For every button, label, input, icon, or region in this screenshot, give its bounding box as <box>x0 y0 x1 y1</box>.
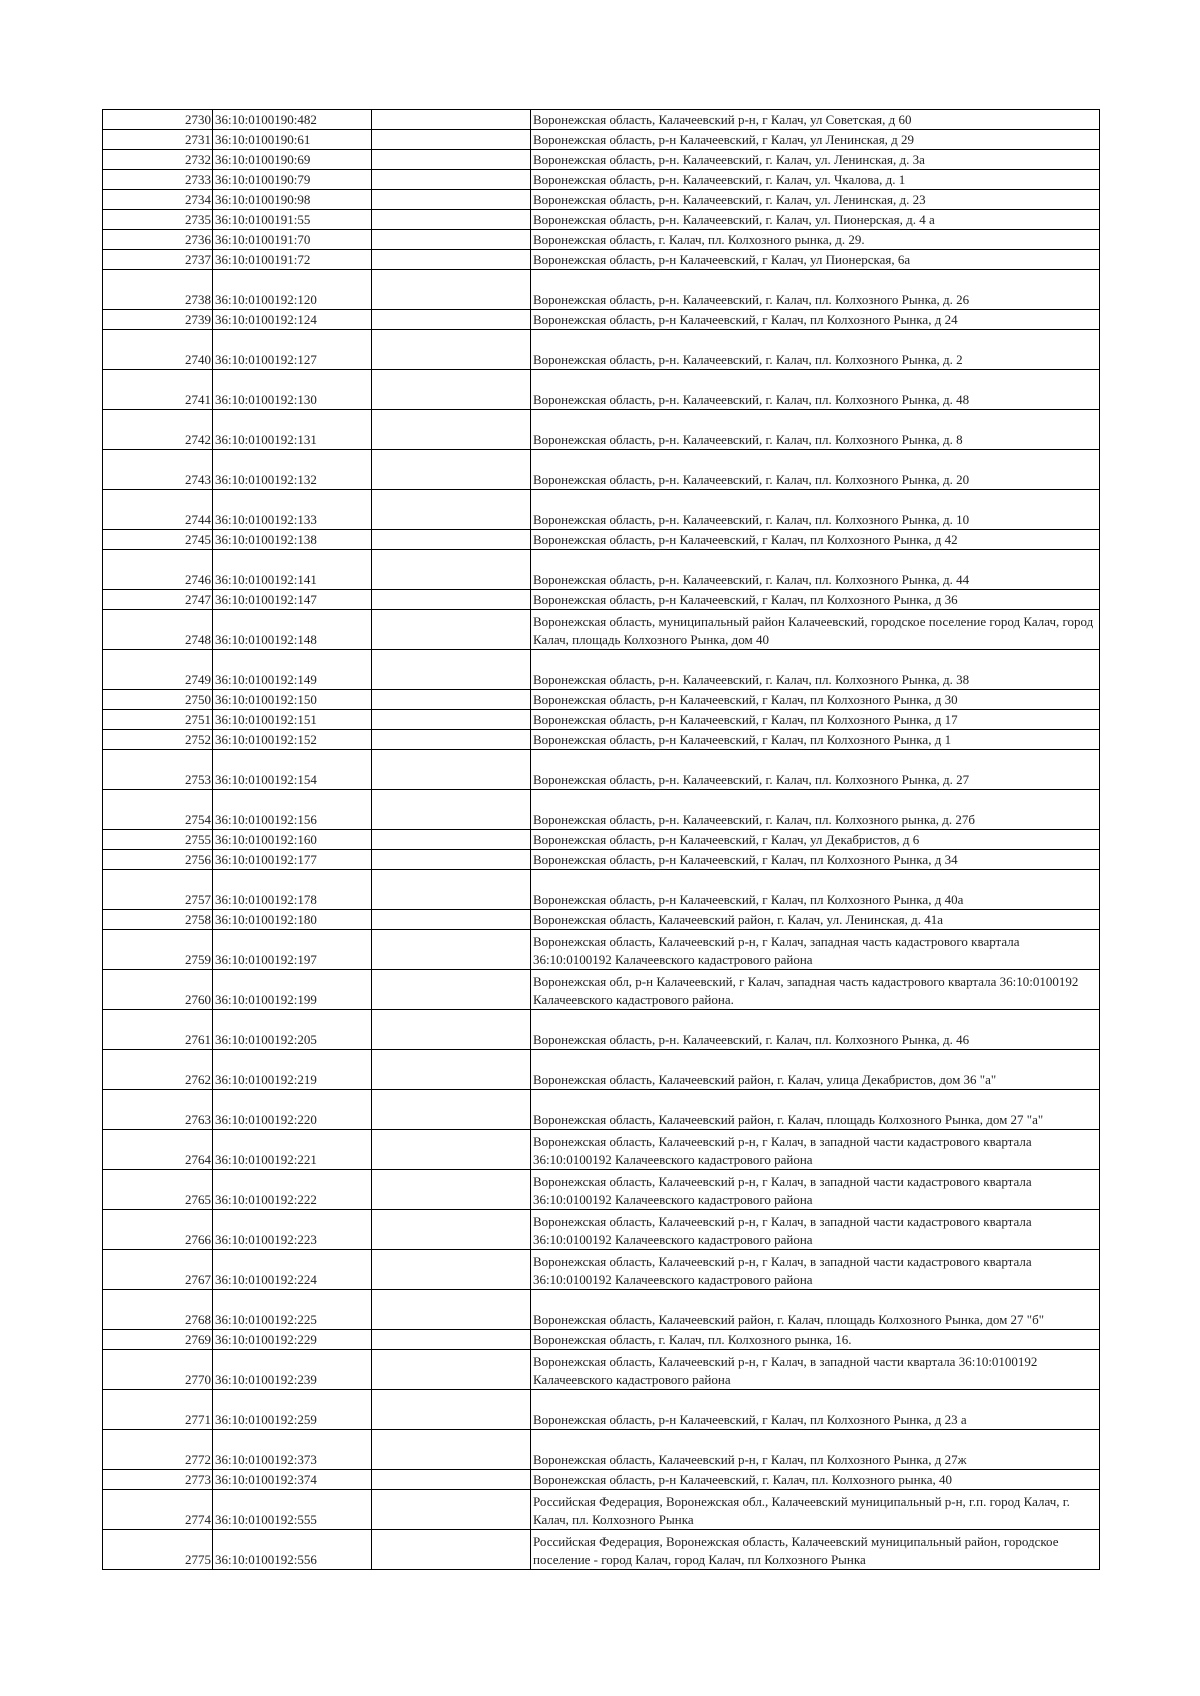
cadastral-number: 36:10:0100192:156 <box>213 790 372 830</box>
cadastral-number: 36:10:0100190:69 <box>213 150 372 170</box>
cadastral-number: 36:10:0100190:482 <box>213 110 372 130</box>
address: Воронежская область, р-н Калачеевский, г Калач, пл Колхозного Рынка, д 17 <box>531 710 1100 730</box>
table-row <box>103 1390 1100 1430</box>
empty-cell <box>372 1130 531 1170</box>
row-number: 2769 <box>103 1330 213 1350</box>
row-number: 2764 <box>103 1130 213 1170</box>
cadastral-number: 36:10:0100192:133 <box>213 490 372 530</box>
empty-cell <box>372 210 531 230</box>
row-number: 2739 <box>103 310 213 330</box>
address: Воронежская обл, р-н Калачеевский, г Калач, западная часть кадастрового квартала 36:10:0100192 Калачеевского кадастрового района. <box>531 970 1100 1010</box>
table-row <box>103 830 1100 850</box>
address: Воронежская область, р-н. Калачеевский, г. Калач, ул. Чкалова, д. 1 <box>531 170 1100 190</box>
empty-cell <box>372 370 531 410</box>
address: Воронежская область, р-н Калачеевский, г Калач, пл Колхозного Рынка, д 36 <box>531 590 1100 610</box>
empty-cell <box>372 190 531 210</box>
table-row <box>103 1530 1100 1570</box>
row-number: 2755 <box>103 830 213 850</box>
cadastral-number: 36:10:0100192:147 <box>213 590 372 610</box>
address: Воронежская область, р-н. Калачеевский, г. Калач, пл. Колхозного рынка, д. 27б <box>531 790 1100 830</box>
row-number: 2774 <box>103 1490 213 1530</box>
table-row <box>103 690 1100 710</box>
table-row <box>103 1210 1100 1250</box>
table-row <box>103 730 1100 750</box>
empty-cell <box>372 170 531 190</box>
address: Воронежская область, Калачеевский р-н, г Калач, в западной части квартала 36:10:0100192 Калачеевского кадастрового района <box>531 1350 1100 1390</box>
table-row <box>103 190 1100 210</box>
row-number: 2762 <box>103 1050 213 1090</box>
address: Воронежская область, р-н. Калачеевский, г. Калач, пл. Колхозного Рынка, д. 46 <box>531 1010 1100 1050</box>
row-number: 2742 <box>103 410 213 450</box>
address: Воронежская область, Калачеевский р-н, г Калач, ул Советская, д 60 <box>531 110 1100 130</box>
address: Воронежская область, Калачеевский р-н, г Калач, пл Колхозного Рынка, д 27ж <box>531 1430 1100 1470</box>
empty-cell <box>372 710 531 730</box>
row-number: 2748 <box>103 610 213 650</box>
empty-cell <box>372 490 531 530</box>
address: Воронежская область, Калачеевский р-н, г Калач, в западной части кадастрового квартала 36:10:0100192 Калачеевского кадастрового района <box>531 1250 1100 1290</box>
empty-cell <box>372 1050 531 1090</box>
row-number: 2750 <box>103 690 213 710</box>
row-number: 2746 <box>103 550 213 590</box>
address: Воронежская область, р-н Калачеевский, г Калач, пл Колхозного Рынка, д 1 <box>531 730 1100 750</box>
row-number: 2744 <box>103 490 213 530</box>
empty-cell <box>372 550 531 590</box>
table-row <box>103 410 1100 450</box>
cadastral-number: 36:10:0100192:373 <box>213 1430 372 1470</box>
empty-cell <box>372 690 531 710</box>
table-row <box>103 530 1100 550</box>
table-row <box>103 1010 1100 1050</box>
address: Воронежская область, р-н. Калачеевский, г. Калач, пл. Колхозного Рынка, д. 27 <box>531 750 1100 790</box>
row-number: 2754 <box>103 790 213 830</box>
row-number: 2775 <box>103 1530 213 1570</box>
empty-cell <box>372 790 531 830</box>
row-number: 2747 <box>103 590 213 610</box>
cadastral-number: 36:10:0100192:225 <box>213 1290 372 1330</box>
address: Воронежская область, р-н. Калачеевский, г. Калач, пл. Колхозного Рынка, д. 8 <box>531 410 1100 450</box>
cadastral-number: 36:10:0100192:177 <box>213 850 372 870</box>
cadastral-number: 36:10:0100192:259 <box>213 1390 372 1430</box>
empty-cell <box>372 1470 531 1490</box>
address: Воронежская область, р-н Калачеевский, г Калач, пл Колхозного Рынка, д 24 <box>531 310 1100 330</box>
empty-cell <box>372 1290 531 1330</box>
address: Воронежская область, р-н Калачеевский, г Калач, пл Колхозного Рынка, д 42 <box>531 530 1100 550</box>
cadastral-number: 36:10:0100192:132 <box>213 450 372 490</box>
table-row <box>103 790 1100 830</box>
cadastral-number: 36:10:0100190:98 <box>213 190 372 210</box>
cadastral-number: 36:10:0100192:127 <box>213 330 372 370</box>
address: Воронежская область, р-н Калачеевский, г Калач, пл Колхозного Рынка, д 34 <box>531 850 1100 870</box>
address: Воронежская область, Калачеевский район, г. Калач, площадь Колхозного Рынка, дом 27 "б" <box>531 1290 1100 1330</box>
row-number: 2738 <box>103 270 213 310</box>
address: Воронежская область, р-н Калачеевский, г Калач, пл Колхозного Рынка, д 30 <box>531 690 1100 710</box>
row-number: 2759 <box>103 930 213 970</box>
table-row <box>103 230 1100 250</box>
empty-cell <box>372 1170 531 1210</box>
address: Воронежская область, р-н. Калачеевский, г. Калач, пл. Колхозного Рынка, д. 48 <box>531 370 1100 410</box>
row-number: 2736 <box>103 230 213 250</box>
empty-cell <box>372 130 531 150</box>
address: Воронежская область, р-н. Калачеевский, г. Калач, пл. Колхозного Рынка, д. 44 <box>531 550 1100 590</box>
cadastral-number: 36:10:0100192:124 <box>213 310 372 330</box>
table-row <box>103 330 1100 370</box>
address: Воронежская область, р-н Калачеевский, г. Калач, пл. Колхозного рынка, 40 <box>531 1470 1100 1490</box>
cadastral-number: 36:10:0100190:79 <box>213 170 372 190</box>
empty-cell <box>372 750 531 790</box>
empty-cell <box>372 1530 531 1570</box>
table-row <box>103 1330 1100 1350</box>
empty-cell <box>372 1090 531 1130</box>
cadastral-number: 36:10:0100192:374 <box>213 1470 372 1490</box>
empty-cell <box>372 850 531 870</box>
row-number: 2757 <box>103 870 213 910</box>
table-row <box>103 1290 1100 1330</box>
table-row <box>103 110 1100 130</box>
address: Воронежская область, р-н Калачеевский, г Калач, ул Пионерская, 6а <box>531 250 1100 270</box>
address: Воронежская область, р-н. Калачеевский, г. Калач, ул. Ленинская, д. 23 <box>531 190 1100 210</box>
address: Российская Федерация, Воронежская обл., Калачеевский муниципальный р-н, г.п. город Калач, г. Калач, пл. Колхозного Рынка <box>531 1490 1100 1530</box>
empty-cell <box>372 930 531 970</box>
address: Воронежская область, р-н. Калачеевский, г. Калач, ул. Пионерская, д. 4 а <box>531 210 1100 230</box>
table-row <box>103 370 1100 410</box>
row-number: 2772 <box>103 1430 213 1470</box>
table-row <box>103 870 1100 910</box>
address: Воронежская область, р-н. Калачеевский, г. Калач, пл. Колхозного Рынка, д. 10 <box>531 490 1100 530</box>
row-number: 2766 <box>103 1210 213 1250</box>
cadastral-number: 36:10:0100192:224 <box>213 1250 372 1290</box>
empty-cell <box>372 910 531 930</box>
address: Воронежская область, г. Калач, пл. Колхозного рынка, 16. <box>531 1330 1100 1350</box>
cadastral-number: 36:10:0100192:138 <box>213 530 372 550</box>
address: Воронежская область, р-н Калачеевский, г Калач, ул Ленинская, д 29 <box>531 130 1100 150</box>
cadastral-number: 36:10:0100192:120 <box>213 270 372 310</box>
cadastral-number: 36:10:0100192:152 <box>213 730 372 750</box>
row-number: 2767 <box>103 1250 213 1290</box>
empty-cell <box>372 730 531 750</box>
empty-cell <box>372 450 531 490</box>
row-number: 2756 <box>103 850 213 870</box>
cadastral-number: 36:10:0100192:199 <box>213 970 372 1010</box>
empty-cell <box>372 1490 531 1530</box>
empty-cell <box>372 310 531 330</box>
row-number: 2751 <box>103 710 213 730</box>
table-row <box>103 610 1100 650</box>
empty-cell <box>372 270 531 310</box>
row-number: 2752 <box>103 730 213 750</box>
registry-table <box>102 109 1100 1570</box>
address: Воронежская область, Калачеевский район, г. Калач, площадь Колхозного Рынка, дом 27 "а" <box>531 1090 1100 1130</box>
address: Воронежская область, р-н. Калачеевский, г. Калач, пл. Колхозного Рынка, д. 2 <box>531 330 1100 370</box>
table-row <box>103 1130 1100 1170</box>
table-row <box>103 1470 1100 1490</box>
row-number: 2743 <box>103 450 213 490</box>
cadastral-number: 36:10:0100192:221 <box>213 1130 372 1170</box>
row-number: 2753 <box>103 750 213 790</box>
empty-cell <box>372 870 531 910</box>
table-row <box>103 1250 1100 1290</box>
cadastral-number: 36:10:0100192:148 <box>213 610 372 650</box>
cadastral-number: 36:10:0100192:160 <box>213 830 372 850</box>
empty-cell <box>372 1330 531 1350</box>
cadastral-number: 36:10:0100191:70 <box>213 230 372 250</box>
cadastral-number: 36:10:0100192:149 <box>213 650 372 690</box>
row-number: 2770 <box>103 1350 213 1390</box>
address: Воронежская область, р-н Калачеевский, г Калач, пл Колхозного Рынка, д 23 а <box>531 1390 1100 1430</box>
address: Воронежская область, Калачеевский район, г. Калач, улица Декабристов, дом 36 "а" <box>531 1050 1100 1090</box>
cadastral-number: 36:10:0100191:72 <box>213 250 372 270</box>
table-row <box>103 1350 1100 1390</box>
address: Воронежская область, муниципальный район Калачеевский, городское поселение город Калач, город Калач, площадь Колхозного Рынка, дом 40 <box>531 610 1100 650</box>
cadastral-number: 36:10:0100192:239 <box>213 1350 372 1390</box>
empty-cell <box>372 530 531 550</box>
empty-cell <box>372 110 531 130</box>
table-row <box>103 270 1100 310</box>
table-row <box>103 150 1100 170</box>
empty-cell <box>372 610 531 650</box>
row-number: 2763 <box>103 1090 213 1130</box>
row-number: 2773 <box>103 1470 213 1490</box>
table-row <box>103 750 1100 790</box>
table-row <box>103 1170 1100 1210</box>
address: Воронежская область, Калачеевский район, г. Калач, ул. Ленинская, д. 41а <box>531 910 1100 930</box>
row-number: 2761 <box>103 1010 213 1050</box>
address: Воронежская область, р-н Калачеевский, г Калач, ул Декабристов, д 6 <box>531 830 1100 850</box>
cadastral-number: 36:10:0100192:229 <box>213 1330 372 1350</box>
row-number: 2732 <box>103 150 213 170</box>
address: Воронежская область, Калачеевский р-н, г Калач, западная часть кадастрового квартала 36:10:0100192 Калачеевского кадастрового района <box>531 930 1100 970</box>
table-row <box>103 130 1100 150</box>
row-number: 2749 <box>103 650 213 690</box>
empty-cell <box>372 1430 531 1470</box>
cadastral-number: 36:10:0100192:219 <box>213 1050 372 1090</box>
empty-cell <box>372 1350 531 1390</box>
row-number: 2741 <box>103 370 213 410</box>
table-row <box>103 590 1100 610</box>
row-number: 2745 <box>103 530 213 550</box>
row-number: 2740 <box>103 330 213 370</box>
empty-cell <box>372 1250 531 1290</box>
empty-cell <box>372 970 531 1010</box>
row-number: 2760 <box>103 970 213 1010</box>
cadastral-number: 36:10:0100192:141 <box>213 550 372 590</box>
cadastral-number: 36:10:0100190:61 <box>213 130 372 150</box>
address: Воронежская область, р-н Калачеевский, г Калач, пл Колхозного Рынка, д 40а <box>531 870 1100 910</box>
empty-cell <box>372 330 531 370</box>
cadastral-number: 36:10:0100192:154 <box>213 750 372 790</box>
cadastral-number: 36:10:0100192:197 <box>213 930 372 970</box>
row-number: 2731 <box>103 130 213 150</box>
table-row <box>103 170 1100 190</box>
empty-cell <box>372 410 531 450</box>
cadastral-number: 36:10:0100192:205 <box>213 1010 372 1050</box>
cadastral-number: 36:10:0100192:180 <box>213 910 372 930</box>
table-row <box>103 710 1100 730</box>
address: Воронежская область, г. Калач, пл. Колхозного рынка, д. 29. <box>531 230 1100 250</box>
row-number: 2768 <box>103 1290 213 1330</box>
cadastral-number: 36:10:0100192:223 <box>213 1210 372 1250</box>
empty-cell <box>372 250 531 270</box>
empty-cell <box>372 1390 531 1430</box>
empty-cell <box>372 830 531 850</box>
address: Воронежская область, Калачеевский р-н, г Калач, в западной части кадастрового квартала 36:10:0100192 Калачеевского кадастрового района <box>531 1210 1100 1250</box>
empty-cell <box>372 230 531 250</box>
table-row <box>103 250 1100 270</box>
cadastral-number: 36:10:0100192:131 <box>213 410 372 450</box>
table-row <box>103 850 1100 870</box>
table-row <box>103 1430 1100 1470</box>
address: Воронежская область, р-н. Калачеевский, г. Калач, пл. Колхозного Рынка, д. 20 <box>531 450 1100 490</box>
cadastral-number: 36:10:0100192:130 <box>213 370 372 410</box>
address: Воронежская область, Калачеевский р-н, г Калач, в западной части кадастрового квартала 36:10:0100192 Калачеевского кадастрового района <box>531 1170 1100 1210</box>
address: Воронежская область, Калачеевский р-н, г Калач, в западной части кадастрового квартала 36:10:0100192 Калачеевского кадастрового района <box>531 1130 1100 1170</box>
address: Российская Федерация, Воронежская область, Калачеевский муниципальный район, городское поселение - город Калач, город Калач, пл Колхозного Рынка <box>531 1530 1100 1570</box>
table-row <box>103 1050 1100 1090</box>
table-row <box>103 650 1100 690</box>
empty-cell <box>372 590 531 610</box>
row-number: 2733 <box>103 170 213 190</box>
empty-cell <box>372 650 531 690</box>
row-number: 2758 <box>103 910 213 930</box>
empty-cell <box>372 1210 531 1250</box>
cadastral-number: 36:10:0100192:150 <box>213 690 372 710</box>
cadastral-number: 36:10:0100192:556 <box>213 1530 372 1570</box>
cadastral-number: 36:10:0100192:222 <box>213 1170 372 1210</box>
row-number: 2730 <box>103 110 213 130</box>
empty-cell <box>372 1010 531 1050</box>
table-row <box>103 930 1100 970</box>
table-row <box>103 970 1100 1010</box>
cadastral-number: 36:10:0100192:220 <box>213 1090 372 1130</box>
table-row <box>103 490 1100 530</box>
address: Воронежская область, р-н. Калачеевский, г. Калач, пл. Колхозного Рынка, д. 26 <box>531 270 1100 310</box>
cadastral-number: 36:10:0100191:55 <box>213 210 372 230</box>
table-row <box>103 550 1100 590</box>
row-number: 2734 <box>103 190 213 210</box>
table-row <box>103 1090 1100 1130</box>
cadastral-number: 36:10:0100192:555 <box>213 1490 372 1530</box>
cadastral-number: 36:10:0100192:178 <box>213 870 372 910</box>
row-number: 2737 <box>103 250 213 270</box>
row-number: 2735 <box>103 210 213 230</box>
table-row <box>103 910 1100 930</box>
table-row <box>103 1490 1100 1530</box>
row-number: 2771 <box>103 1390 213 1430</box>
cadastral-number: 36:10:0100192:151 <box>213 710 372 730</box>
address: Воронежская область, р-н. Калачеевский, г. Калач, пл. Колхозного Рынка, д. 38 <box>531 650 1100 690</box>
row-number: 2765 <box>103 1170 213 1210</box>
table-row <box>103 310 1100 330</box>
table-row <box>103 450 1100 490</box>
address: Воронежская область, р-н. Калачеевский, г. Калач, ул. Ленинская, д. 3а <box>531 150 1100 170</box>
table-row <box>103 210 1100 230</box>
registry-table-body <box>103 110 1100 1570</box>
empty-cell <box>372 150 531 170</box>
